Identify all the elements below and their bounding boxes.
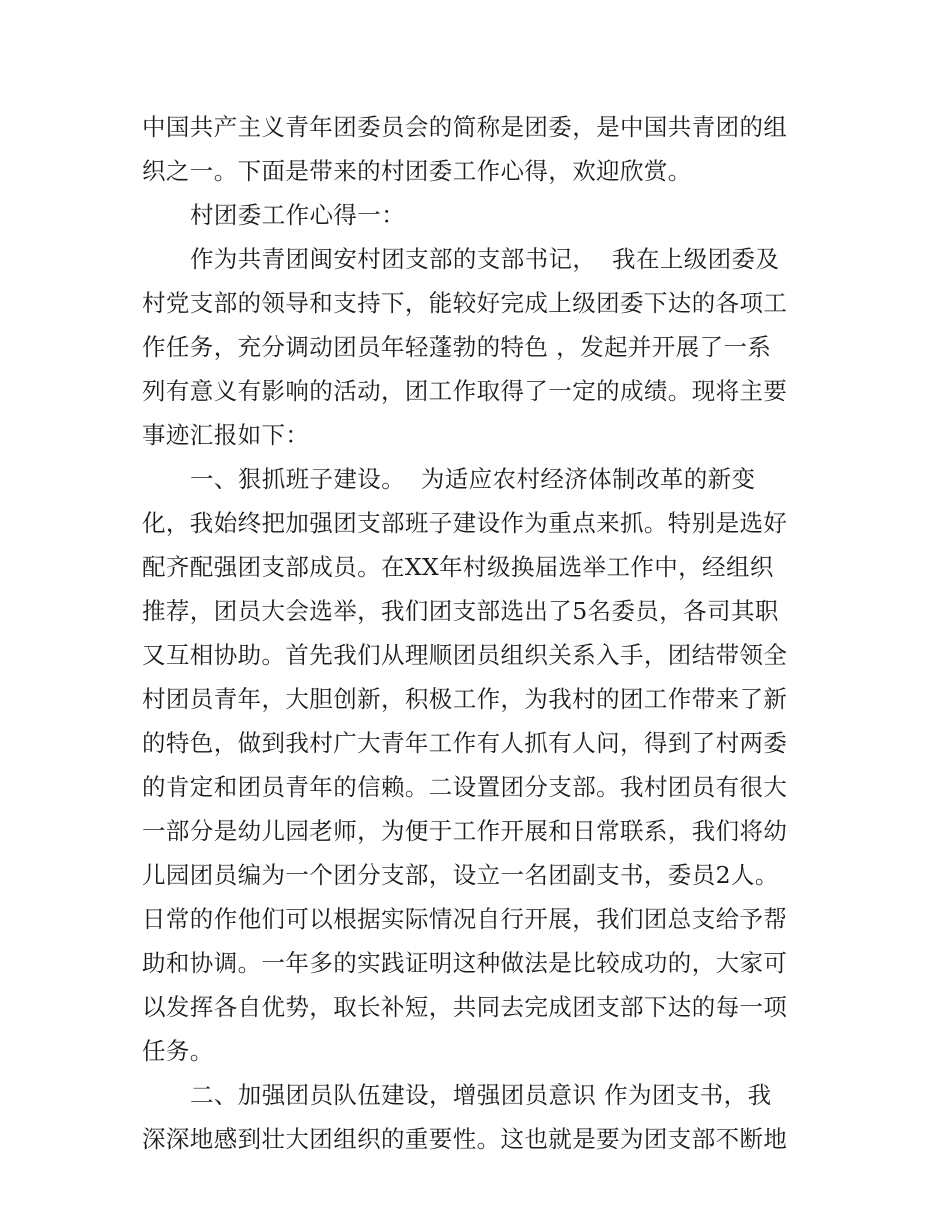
text-line: 织之一。下面是带来的村团委工作心得，欢迎欣赏。	[142, 157, 692, 185]
text-line: 助和协调。一年多的实践证明这种做法是比较成功的，大家可	[142, 949, 788, 977]
section-heading: 村团委工作心得一：	[190, 201, 406, 229]
text-line: 又互相协助。首先我们从理顺团员组织关系入手，团结带领全	[142, 641, 788, 669]
text-line: 中国共产主义青年团委员会的简称是团委，是中国共青团的组	[142, 113, 788, 141]
text-line: 作任务，充分调动团员年轻蓬勃的特色 ，发起并开展了一系	[142, 333, 772, 361]
text-line: 一、狠抓班子建设。 为适应农村经济体制改革的新变	[190, 465, 756, 493]
text-line: 任务。	[142, 1037, 214, 1065]
text-line: 村团员青年，大胆创新，积极工作，为我村的团工作带来了新	[142, 685, 788, 713]
text-line: 的特色，做到我村广大青年工作有人抓有人问，得到了村两委	[142, 729, 788, 757]
text-line: 作为共青团闽安村团支部的支部书记， 我在上级团委及	[190, 245, 780, 273]
text-line: 日常的作他们可以根据实际情况自行开展，我们团总支给予帮	[142, 905, 788, 933]
text-line: 的肯定和团员青年的信赖。二设置团分支部。我村团员有很大	[142, 773, 788, 801]
text-line: 事迹汇报如下：	[142, 421, 310, 449]
text-line: 推荐，团员大会选举，我们团支部选出了5名委员，各司其职	[142, 597, 779, 625]
text-line: 配齐配强团支部成员。在XX年村级换届选举工作中，经组织	[142, 553, 774, 581]
text-line: 二、加强团员队伍建设，增强团员意识 作为团支书，我	[190, 1081, 772, 1109]
text-line: 深深地感到壮大团组织的重要性。这也就是要为团支部不断地	[142, 1125, 788, 1153]
text-line: 以发挥各自优势，取长补短，共同去完成团支部下达的每一项	[142, 993, 788, 1021]
text-line: 村党支部的领导和支持下，能较好完成上级团委下达的各项工	[142, 289, 788, 317]
text-line: 列有意义有影响的活动，团工作取得了一定的成绩。现将主要	[142, 377, 788, 405]
text-line: 一部分是幼儿园老师，为便于工作开展和日常联系，我们将幼	[142, 817, 788, 845]
text-line: 儿园团员编为一个团分支部，设立一名团副支书，委员2人。	[142, 861, 779, 889]
text-line: 化，我始终把加强团支部班子建设作为重点来抓。特别是选好	[142, 509, 788, 537]
